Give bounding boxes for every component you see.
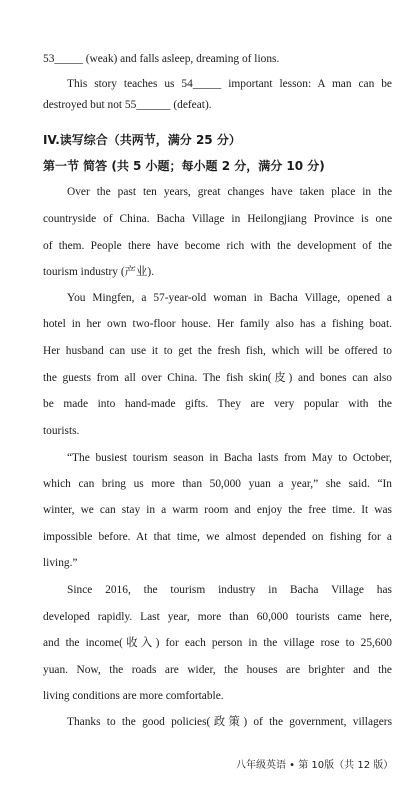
text-line: Thanks to the good policies(政策) of the government, villagers (67, 716, 392, 728)
text-line: tourists. (43, 425, 80, 437)
text-line: the guests from all over China. The fish skin(皮) and bones can also (43, 372, 392, 384)
text-line: living conditions are more comfortable. (43, 690, 224, 702)
text-line: which can bring us more than 50,000 yuan a year,” she said. “In (43, 478, 392, 490)
text-line: destroyed but not 55______ (defeat). (43, 99, 212, 111)
part-heading: 第一节 简答 (共 5 小题；每小题 2 分，满分 10 分) (43, 159, 325, 173)
text-line: yuan. Now, the roads are wider, the houses are brighter and the (43, 664, 392, 676)
text-line: Over the past ten years, great changes have taken place in the (67, 186, 392, 198)
text-line: impossible before. At that time, we almost depended on fishing for a (43, 531, 392, 543)
text-line: winter, we can stay in a warm room and enjoy the free time. It was (43, 504, 392, 516)
text-line: be made into hand-made gifts. They are very popular with the (43, 398, 392, 410)
text-line: countryside of China. Bacha Village in Heilongjiang Province is one (43, 213, 392, 225)
section-heading: IV.读写综合（共两节，满分 25 分） (43, 133, 241, 147)
text-line: tourism industry (产业). (43, 266, 155, 278)
text-line: and the income(收入) for each person in the village rose to 25,600 (43, 637, 392, 649)
page-footer: 八年级英语 • 第 10版（共 12 版） (236, 760, 394, 771)
text-line: “The busiest tourism season in Bacha lasts from May to October, (67, 452, 392, 464)
text-line: Since 2016, the tourism industry in Bacha Village has (67, 584, 392, 596)
text-line: living.” (43, 557, 78, 569)
text-line: Her husband can use it to get the fresh fish, which will be offered to (43, 345, 392, 357)
text-line: You Mingfen, a 57-year-old woman in Bacha Village, opened a (67, 292, 392, 304)
text-line: hotel in her own two-floor house. Her family also has a fishing boat. (43, 318, 392, 330)
text-line: This story teaches us 54_____ important lesson: A man can be (67, 78, 392, 90)
text-line: of them. People there have become rich with the development of the (43, 240, 392, 252)
text-line: developed rapidly. Last year, more than 60,000 tourists came here, (43, 611, 392, 623)
text-line: 53_____ (weak) and falls asleep, dreaming of lions. (43, 53, 280, 65)
